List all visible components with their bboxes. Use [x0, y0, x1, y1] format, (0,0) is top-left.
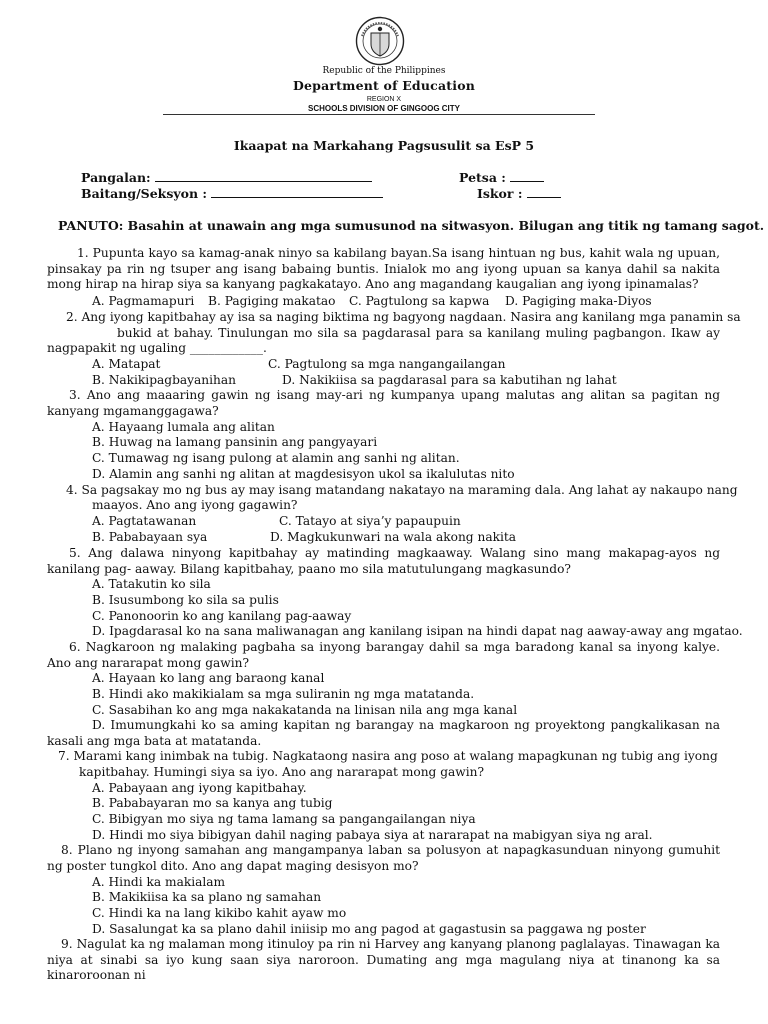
- region-line: REGION X: [366, 96, 402, 103]
- q1-choice-b[interactable]: B. Pagiging makatao: [208, 294, 336, 308]
- q3-choice-a[interactable]: A. Hayaang lumala ang alitan: [92, 420, 275, 434]
- q5-choice-d[interactable]: D. Ipagdarasal ko na sana maliwanagan ang kanilang isipan na hindi dapat nag aaway-away ang mgatao.: [92, 624, 743, 638]
- q1-choice-c[interactable]: C. Pagtulong sa kapwa: [349, 294, 490, 308]
- q7-choice-d[interactable]: D. Hindi mo siya bibigyan dahil naging pabaya siya at nararapat na mabigyan siya ng aral.: [92, 828, 653, 842]
- q5-choice-b[interactable]: B. Isusumbong ko sila sa pulis: [92, 593, 279, 607]
- question-5-stem: 5. Ang dalawa ninyong kapitbahay ay matinding magkaaway. Walang sino mang makapag-ayos ng kanilang pag- aaway. Bilang kapitbahay, paano mo sila matutulungang magkasundo?: [47, 546, 720, 576]
- q5-choice-c[interactable]: C. Panonoorin ko ang kanilang pag-aaway: [92, 609, 352, 623]
- section-field[interactable]: [81, 186, 383, 201]
- q3-choice-b[interactable]: B. Huwag na lamang pansinin ang pangyayari: [92, 435, 378, 449]
- question-7-line-2: kapitbahay. Humingi siya sa iyo. Ano ang nararapat mong gawin?: [79, 765, 485, 779]
- republic-line: Republic of the Philippines: [322, 66, 446, 76]
- question-6-stem: 6. Nagkaroon ng malaking pagbaha sa inyong barangay dahil sa mga baradong kanal sa inyong kalye. Ano ang nararapat mong gawin?: [47, 640, 720, 670]
- division-line: SCHOOLS DIVISION OF GINGOOG CITY: [307, 104, 460, 113]
- section-label: Baitang/Seksyon :: [81, 186, 208, 201]
- q2-choice-a[interactable]: A. Matapat: [92, 357, 161, 371]
- question-3-stem: 3. Ano ang maaaring gawin ng isang may-ari ng kumpanya upang malutas ang alitan sa pagitan ng kanyang mgamanggagawa?: [47, 388, 720, 418]
- q8-choice-c[interactable]: C. Hindi ka na lang kikibo kahit ayaw mo: [92, 906, 347, 920]
- score-blank[interactable]: [527, 186, 561, 198]
- q6-choice-c[interactable]: C. Sasabihan ko ang mga nakakatanda na linisan nila ang mga kanal: [92, 703, 518, 717]
- q2-choice-c[interactable]: C. Pagtulong sa mga nangangailangan: [268, 357, 506, 371]
- question-2-line-1: 2. Ang iyong kapitbahay ay isa sa naging biktima ng bagyong nagdaan. Nasira ang kanilang mga panamin sa: [66, 310, 741, 324]
- q8-choice-a[interactable]: A. Hindi ka makialam: [92, 875, 226, 889]
- department-line: Department of Education: [292, 78, 476, 93]
- q5-choice-a[interactable]: A. Tatakutin ko sila: [92, 577, 211, 591]
- question-4-line-2: maayos. Ano ang iyong gagawin?: [92, 498, 298, 512]
- name-blank[interactable]: [155, 170, 372, 182]
- q1-choice-d[interactable]: D. Pagiging maka-Diyos: [505, 294, 652, 308]
- question-4-line-1: 4. Sa pagsakay mo ng bus ay may isang matandang nakatayo na maraming dala. Ang lahat ay nakaupo nang: [66, 483, 738, 497]
- question-1-stem: 1. Pupunta kayo sa kamag-anak ninyo sa kabilang bayan.Sa isang hintuan ng bus, kahit wala ng upuan, pinsakay pa rin ng tsuper ang isang babaing buntis. Inialok mo ang iyong upuan sa kanya dahil sa nakita mong hirap na hirap siya sa kanyang pagkakatayo. Ano ang magandang kaugalian ang iyong ipinamalas?: [47, 246, 720, 292]
- question-2-line-2: bukid at bahay. Tinulungan mo sila sa pagdarasal para sa kanilang muling pagbangon. Ikaw ay: [117, 326, 720, 340]
- question-9-stem: 9. Nagulat ka ng malaman mong itinuloy pa rin ni Harvey ang kanyang planong paglalayas. Tinawagan ka niya at sinabi sa iyo kung saan siya naroroon. Dumating ang mga magulang niya at tinanong ka sa kinaroroonan ni: [47, 937, 720, 983]
- q1-choice-a[interactable]: A. Pagmamapuri: [92, 294, 195, 308]
- q6-choice-a[interactable]: A. Hayaan ko lang ang baraong kanal: [92, 671, 325, 685]
- date-field[interactable]: [459, 170, 544, 185]
- q7-choice-c[interactable]: C. Bibigyan mo siya ng tama lamang sa pangangailangan niya: [92, 812, 476, 826]
- q4-choice-d[interactable]: D. Magkukunwari na wala akong nakita: [270, 530, 517, 544]
- name-label: Pangalan:: [81, 170, 151, 185]
- q6-choice-b[interactable]: B. Hindi ako makikialam sa mga suliranin ng mga matatanda.: [92, 687, 475, 701]
- q6-choice-d[interactable]: D. Imumungkahi ko sa aming kapitan ng barangay na magkaroon ng proyektong pangkalikasan na kasali ang mga bata at matatanda.: [47, 718, 720, 748]
- q4-choice-b[interactable]: B. Pababayaan sya: [92, 530, 208, 544]
- question-2-line-3: nagpapakit ng ugaling ____________.: [47, 341, 267, 355]
- question-7-line-1: 7. Marami kang inimbak na tubig. Nagkataong nasira ang poso at walang mapagkunan ng tubig ang iyong: [58, 749, 718, 763]
- exam-title: Ikaapat na Markahang Pagsusulit sa EsP 5: [233, 138, 535, 153]
- deped-seal-icon: [355, 16, 405, 66]
- q8-choice-d[interactable]: D. Sasalungat ka sa plano dahil iniisip mo ang pagod at gagastusin sa paggawa ng poster: [92, 922, 646, 936]
- header-divider: [163, 114, 595, 115]
- date-label: Petsa :: [459, 170, 506, 185]
- score-field[interactable]: [477, 186, 561, 201]
- q4-choice-c[interactable]: C. Tatayo at siya’y papaupuin: [279, 514, 461, 528]
- name-field[interactable]: [81, 170, 372, 185]
- q4-choice-a[interactable]: A. Pagtatawanan: [92, 514, 197, 528]
- q3-choice-d[interactable]: D. Alamin ang sanhi ng alitan at magdesisyon ukol sa ikalulutas nito: [92, 467, 515, 481]
- instructions: PANUTO: Basahin at unawain ang mga sumusunod na sitwasyon. Bilugan ang titik ng tamang sagot.: [58, 218, 765, 233]
- q2-choice-b[interactable]: B. Nakikipagbayanihan: [92, 373, 237, 387]
- score-label: Iskor :: [477, 186, 523, 201]
- question-8-stem: 8. Plano ng inyong samahan ang mangampanya laban sa polusyon at napagkasunduan ninyong gumuhit ng poster tungkol dito. Ano ang dapat maging desisyon mo?: [47, 843, 720, 873]
- q7-choice-b[interactable]: B. Pababayaran mo sa kanya ang tubig: [92, 796, 333, 810]
- q3-choice-c[interactable]: C. Tumawag ng isang pulong at alamin ang sanhi ng alitan.: [92, 451, 460, 465]
- date-blank[interactable]: [510, 170, 544, 182]
- q7-choice-a[interactable]: A. Pabayaan ang iyong kapitbahay.: [92, 781, 307, 795]
- q8-choice-b[interactable]: B. Makikiisa ka sa plano ng samahan: [92, 890, 322, 904]
- q2-choice-d[interactable]: D. Nakikiisa sa pagdarasal para sa kabutihan ng lahat: [282, 373, 617, 387]
- section-blank[interactable]: [211, 186, 383, 198]
